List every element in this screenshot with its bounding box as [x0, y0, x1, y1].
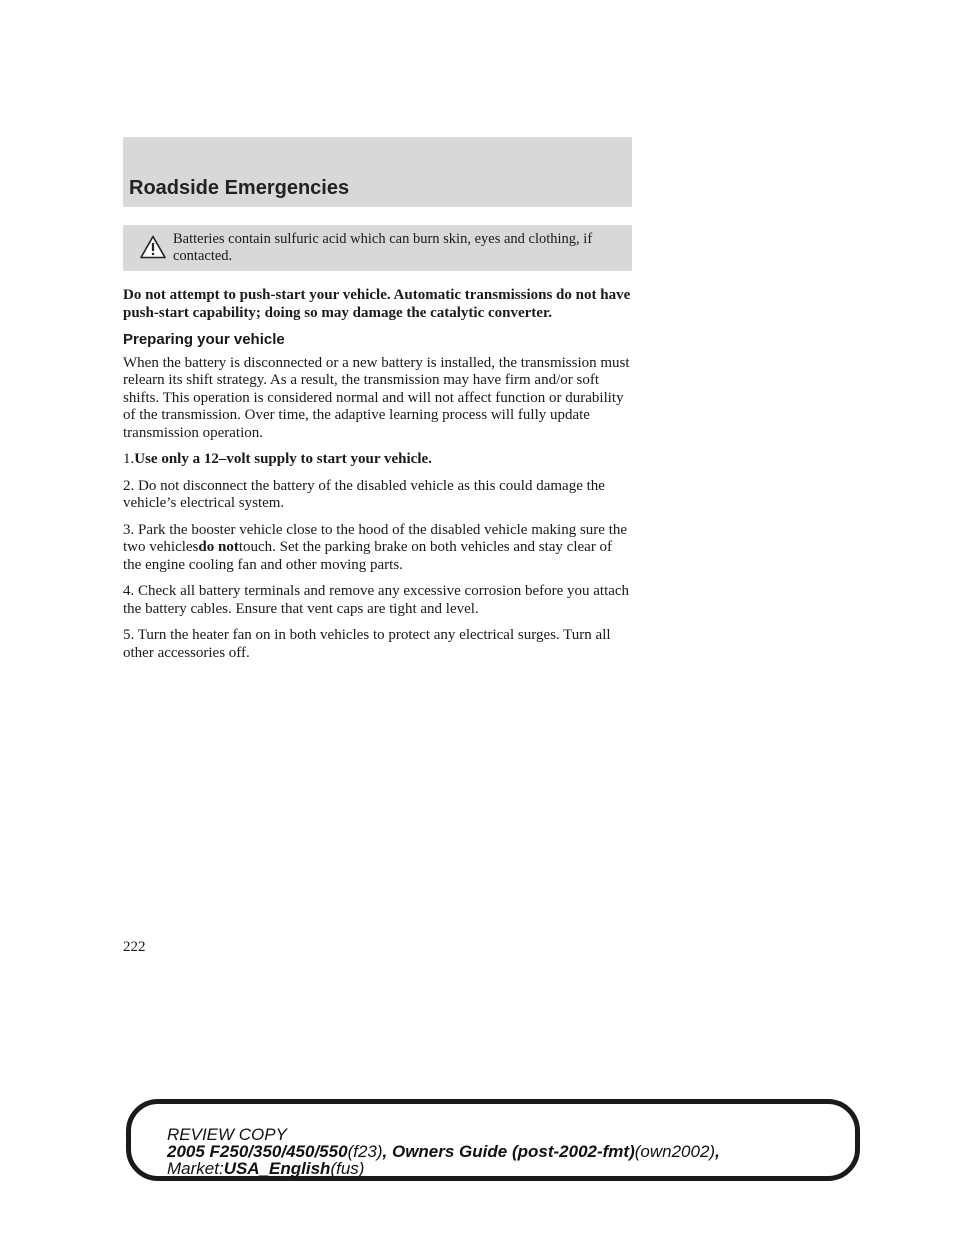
subsection-heading: Preparing your vehicle: [123, 331, 285, 348]
footer-market: USA_English: [223, 1159, 331, 1178]
step-1-number: 1.: [123, 451, 135, 467]
step-3-emphasis: do not: [198, 539, 239, 555]
footer-text: [167, 1126, 857, 1177]
footer-comma: ,: [715, 1142, 720, 1161]
step-3-text-after: touch. Set the parking brake on both vehicles and stay clear of the engine cooling fan and other moving parts.: [123, 539, 613, 573]
footer-review-line: REVIEW COPY: [167, 1125, 287, 1144]
warning-box: [123, 225, 632, 271]
step-3: [123, 522, 633, 575]
section-header-band: [123, 137, 632, 207]
page-number: 222: [123, 939, 146, 955]
step-1: [123, 451, 633, 469]
push-start-notice: Do not attempt to push-start your vehicle. Automatic transmissions do not have push-start capability; doing so may damage the catalytic converter.: [123, 287, 631, 321]
review-copy-footer: [126, 1099, 860, 1181]
footer-model-line: [167, 1143, 857, 1160]
footer-guide-code: (own2002): [634, 1142, 716, 1161]
warning-triangle-icon: [140, 235, 166, 259]
step-3-text-before: 3. Park the booster vehicle close to the hood of the disabled vehicle making sure the two vehicles: [123, 521, 628, 555]
footer-model-code: (f23): [347, 1142, 383, 1161]
body-content: [123, 287, 633, 671]
footer-guide: , Owners Guide (post-2002-fmt): [382, 1142, 635, 1161]
step-2: 2. Do not disconnect the battery of the disabled vehicle as this could damage the vehicle’s electrical system.: [123, 477, 605, 511]
step-4: 4. Check all battery terminals and remove any excessive corrosion before you attach the battery cables. Ensure that vent caps are tight and level.: [123, 583, 630, 617]
footer-model: 2005 F250/350/450/550: [167, 1142, 348, 1161]
intro-paragraph: When the battery is disconnected or a new battery is installed, the transmission must relearn its shift strategy. As a result, the transmission may have firm and/or soft shifts. This operation is considered normal and will not affect function or durability of the transmission. Over time, the adaptive learning process will fully update transmission operation.: [123, 354, 630, 441]
section-title: Roadside Emergencies: [129, 177, 350, 199]
footer-market-label: Market:: [167, 1159, 224, 1178]
step-1-text: Use only a 12–volt supply to start your vehicle.: [134, 451, 432, 467]
footer-market-code: (fus): [330, 1159, 365, 1178]
step-5: 5. Turn the heater fan on in both vehicles to protect any electrical surges. Turn all other accessories off.: [123, 627, 611, 661]
warning-text: Batteries contain sulfuric acid which can burn skin, eyes and clothing, if contacted.: [173, 231, 593, 264]
footer-market-line: [167, 1160, 857, 1177]
